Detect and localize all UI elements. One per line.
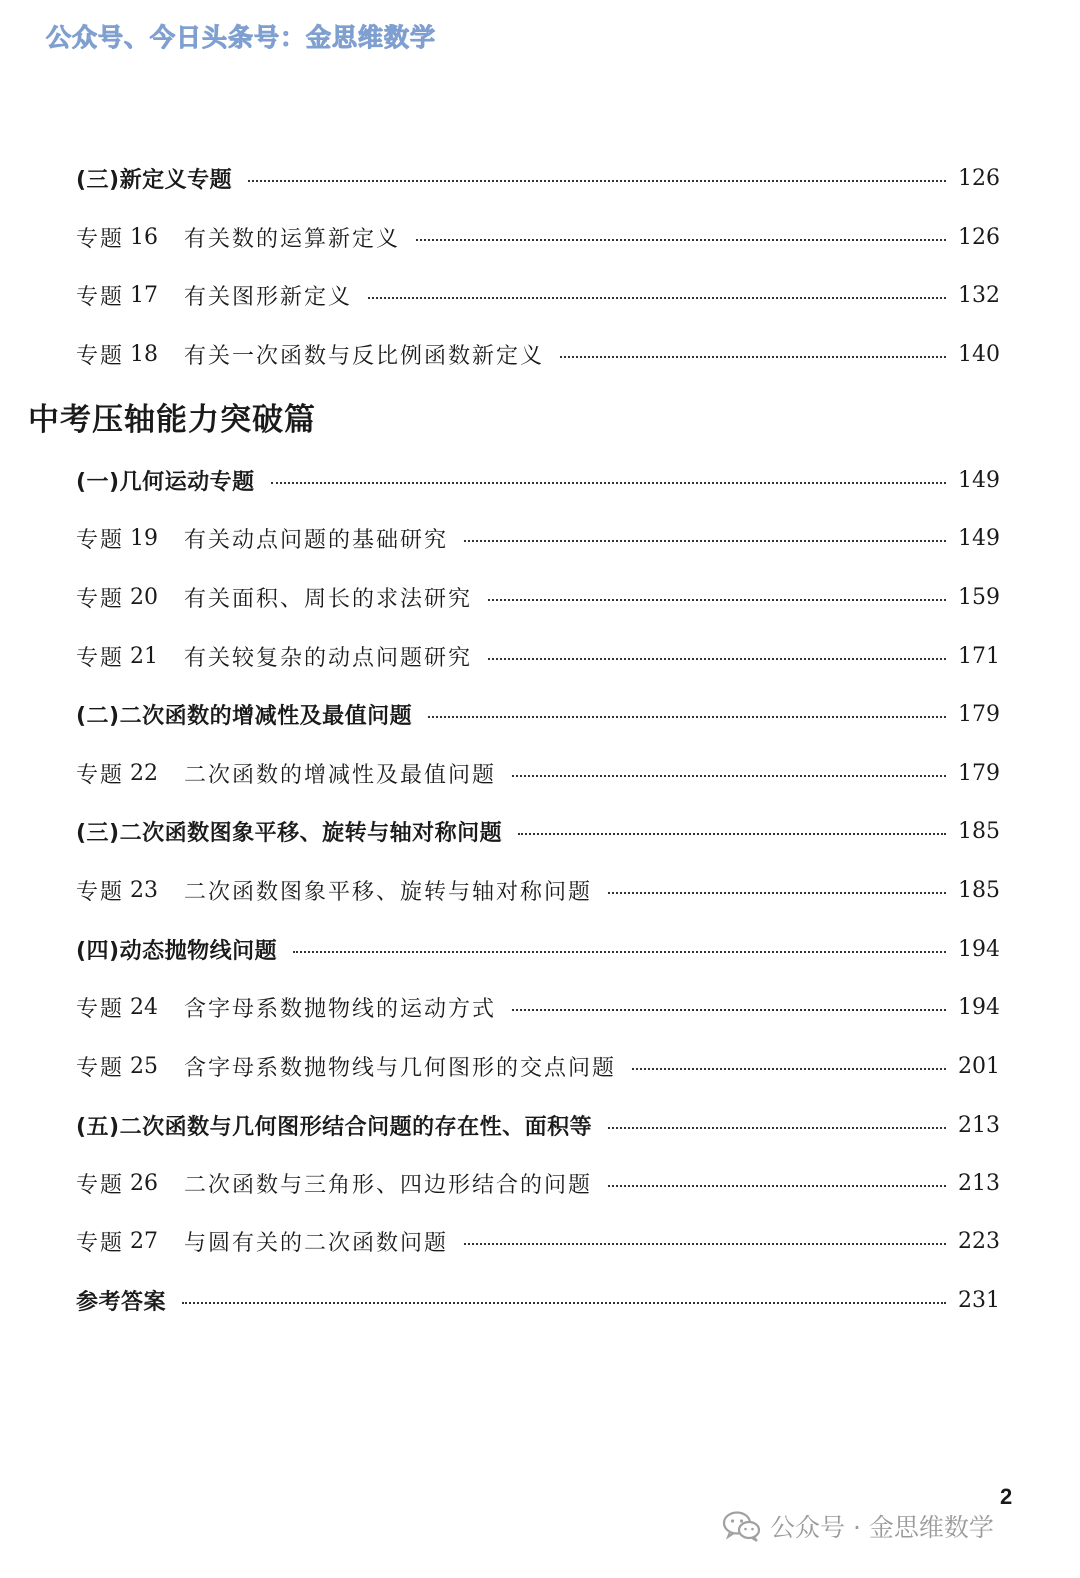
toc-topic-title: 与圆有关的二次函数问题 [184, 1230, 449, 1256]
toc-row-topic[interactable] [76, 277, 1000, 313]
toc-topic-prefix: 专题 [76, 586, 125, 612]
toc-row-topic[interactable] [76, 579, 1000, 615]
toc-page-number: 185 [958, 818, 1000, 844]
toc-topic-number: 27 [130, 1228, 159, 1254]
toc-topic-prefix: 专题 [76, 1055, 125, 1081]
toc-topic-title: 有关图形新定义 [184, 284, 353, 310]
toc-topic-prefix: 专题 [76, 645, 125, 671]
toc-row-section[interactable] [76, 931, 1000, 967]
leader-dots [608, 1127, 946, 1129]
toc-topic-title: 二次函数与三角形、四边形结合的问题 [184, 1172, 593, 1198]
leader-dots [464, 540, 946, 542]
toc-topic-prefix: 专题 [76, 343, 125, 369]
toc-topic-number: 18 [130, 341, 159, 367]
toc-topic-prefix: 专题 [76, 1230, 125, 1256]
toc-topic-prefix: 专题 [76, 226, 125, 252]
leader-dots [428, 716, 946, 718]
toc-page-number: 171 [958, 643, 1000, 669]
toc-topic-number: 21 [130, 643, 159, 669]
toc-section-label: 参考答案 [76, 1289, 167, 1315]
toc-topic-number: 22 [130, 760, 159, 786]
top-watermark: 公众号、今日头条号：金思维数学 [46, 23, 437, 52]
toc-topic-prefix: 专题 [76, 1172, 125, 1198]
toc-topic-number: 26 [130, 1170, 159, 1196]
footer-watermark-text: 公众号 · 金思维数学 [770, 1513, 994, 1542]
toc-page-number: 149 [958, 467, 1000, 493]
toc-section-label: (五)二次函数与几何图形结合问题的存在性、面积等 [76, 1114, 593, 1140]
leader-dots [488, 599, 946, 601]
toc-row-section[interactable] [76, 462, 1000, 498]
page-number: 2 [1000, 1484, 1013, 1509]
leader-dots [488, 658, 946, 660]
toc-topic-title: 有关一次函数与反比例函数新定义 [184, 343, 545, 369]
leader-dots [293, 951, 946, 953]
toc-row-topic[interactable] [76, 638, 1000, 674]
leader-dots [512, 1009, 946, 1011]
toc-row-section[interactable] [76, 1282, 1000, 1318]
toc-row-section[interactable] [76, 696, 1000, 732]
toc-topic-title: 有关数的运算新定义 [184, 226, 401, 252]
leader-dots [512, 775, 946, 777]
toc-topic-prefix: 专题 [76, 996, 125, 1022]
toc-page-number: 194 [958, 936, 1000, 962]
toc-section-label: (三)新定义专题 [76, 167, 233, 193]
toc-topic-title: 含字母系数抛物线与几何图形的交点问题 [184, 1055, 617, 1081]
toc-topic-number: 20 [130, 584, 159, 610]
toc-topic-number: 24 [130, 994, 159, 1020]
toc-page-number: 185 [958, 877, 1000, 903]
toc-page-number: 201 [958, 1053, 1000, 1079]
toc-page-number: 132 [958, 282, 1000, 308]
footer-watermark [722, 1508, 994, 1544]
toc-page-number: 126 [958, 224, 1000, 250]
leader-dots [248, 180, 946, 182]
toc-page-number: 213 [958, 1112, 1000, 1138]
toc-page-number: 140 [958, 341, 1000, 367]
toc-page-number: 231 [958, 1287, 1000, 1313]
toc-page-number: 194 [958, 994, 1000, 1020]
leader-dots [271, 482, 946, 484]
toc-topic-number: 16 [130, 224, 159, 250]
toc-page-number: 213 [958, 1170, 1000, 1196]
toc-row-topic[interactable] [76, 219, 1000, 255]
toc-page-number: 159 [958, 584, 1000, 610]
leader-dots [368, 297, 946, 299]
toc-section-label: (二)二次函数的增减性及最值问题 [76, 703, 413, 729]
toc-page-number: 223 [958, 1228, 1000, 1254]
leader-dots [182, 1302, 946, 1304]
leader-dots [518, 833, 946, 835]
toc-topic-prefix: 专题 [76, 527, 125, 553]
toc-row-topic[interactable] [76, 872, 1000, 908]
toc-row-section[interactable] [76, 1107, 1000, 1143]
toc-topic-number: 25 [130, 1053, 159, 1079]
toc-section-label: (一)几何运动专题 [76, 469, 255, 495]
leader-dots [416, 239, 946, 241]
toc-row-section[interactable] [76, 813, 1000, 849]
toc-topic-prefix: 专题 [76, 284, 125, 310]
leader-dots [608, 1185, 946, 1187]
part-title: 中考压轴能力突破篇 [28, 402, 316, 438]
toc-page-number: 179 [958, 760, 1000, 786]
toc-topic-number: 17 [130, 282, 159, 308]
toc-row-topic[interactable] [76, 989, 1000, 1025]
toc-row-topic[interactable] [76, 1223, 1000, 1259]
toc-topic-number: 19 [130, 525, 159, 551]
wechat-icon [722, 1510, 762, 1542]
toc-row-section[interactable] [76, 160, 1000, 196]
toc-topic-title: 二次函数的增减性及最值问题 [184, 762, 497, 788]
leader-dots [632, 1068, 946, 1070]
toc-topic-title: 有关较复杂的动点问题研究 [184, 645, 473, 671]
toc-section-label: (三)二次函数图象平移、旋转与轴对称问题 [76, 820, 503, 846]
leader-dots [560, 356, 946, 358]
toc-topic-number: 23 [130, 877, 159, 903]
toc-row-topic[interactable] [76, 336, 1000, 372]
toc-topic-prefix: 专题 [76, 762, 125, 788]
toc-row-topic[interactable] [76, 1048, 1000, 1084]
toc-topic-title: 有关面积、周长的求法研究 [184, 586, 473, 612]
toc-page-number: 126 [958, 165, 1000, 191]
toc-row-topic[interactable] [76, 1165, 1000, 1201]
toc-topic-title: 二次函数图象平移、旋转与轴对称问题 [184, 879, 593, 905]
toc-topic-title: 有关动点问题的基础研究 [184, 527, 449, 553]
leader-dots [608, 892, 946, 894]
toc-topic-prefix: 专题 [76, 879, 125, 905]
toc-page-number: 149 [958, 525, 1000, 551]
toc-topic-title: 含字母系数抛物线的运动方式 [184, 996, 497, 1022]
leader-dots [464, 1243, 946, 1245]
toc-page-number: 179 [958, 701, 1000, 727]
toc-row-topic[interactable] [76, 520, 1000, 556]
toc-section-label: (四)动态抛物线问题 [76, 938, 278, 964]
toc-row-topic[interactable] [76, 755, 1000, 791]
